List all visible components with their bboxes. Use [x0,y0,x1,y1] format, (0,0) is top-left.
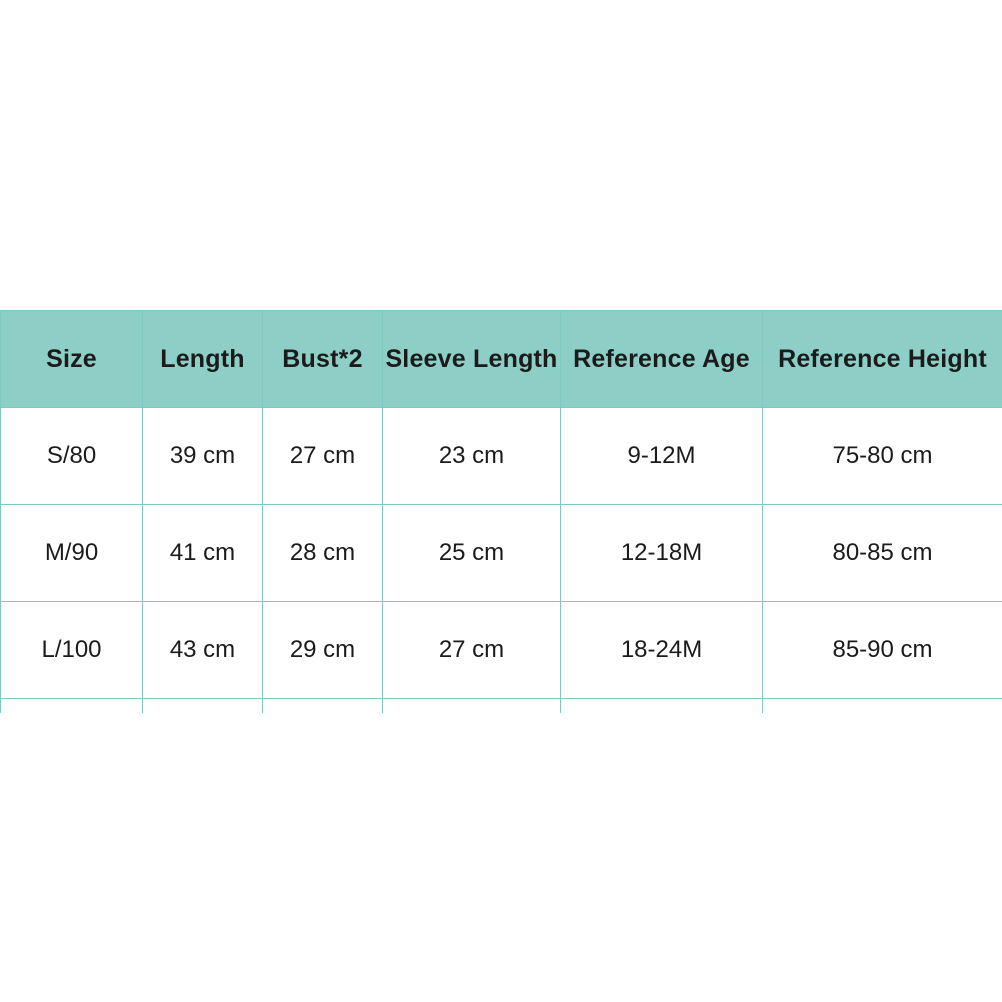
cell-sleeve-length: 25 cm [383,505,561,602]
table-row [1,602,1002,699]
column-header-length: Length [143,311,263,408]
column-header-reference-age: Reference Age [561,311,763,408]
cell-reference-age: 9-12M [561,408,763,505]
table-header-row [1,311,1002,408]
table-header [1,311,1002,408]
table-body [1,408,1002,714]
column-header-bust: Bust*2 [263,311,383,408]
cell-length: 41 cm [143,505,263,602]
cell-size: M/90 [1,505,143,602]
cell-reference-height: 75-80 cm [763,408,1002,505]
column-header-reference-height: Reference Height [763,311,1002,408]
cell-bust: 28 cm [263,505,383,602]
cell-reference-height: 85-90 cm [763,602,1002,699]
table-row [1,408,1002,505]
cell-sleeve-length: 27 cm [383,602,561,699]
table-row [1,505,1002,602]
size-chart-table [0,310,1002,713]
column-header-size: Size [1,311,143,408]
cell-empty [263,699,383,714]
cell-size: S/80 [1,408,143,505]
cell-reference-age: 12-18M [561,505,763,602]
size-chart-container [0,310,1002,713]
cell-reference-height: 80-85 cm [763,505,1002,602]
cell-sleeve-length: 23 cm [383,408,561,505]
cell-empty [561,699,763,714]
cell-bust: 27 cm [263,408,383,505]
cell-empty [763,699,1002,714]
cell-reference-age: 18-24M [561,602,763,699]
cell-empty [383,699,561,714]
cell-length: 39 cm [143,408,263,505]
table-row-partial [1,699,1002,714]
cell-length: 43 cm [143,602,263,699]
cell-empty [1,699,143,714]
cell-size: L/100 [1,602,143,699]
cell-bust: 29 cm [263,602,383,699]
cell-empty [143,699,263,714]
column-header-sleeve-length: Sleeve Length [383,311,561,408]
